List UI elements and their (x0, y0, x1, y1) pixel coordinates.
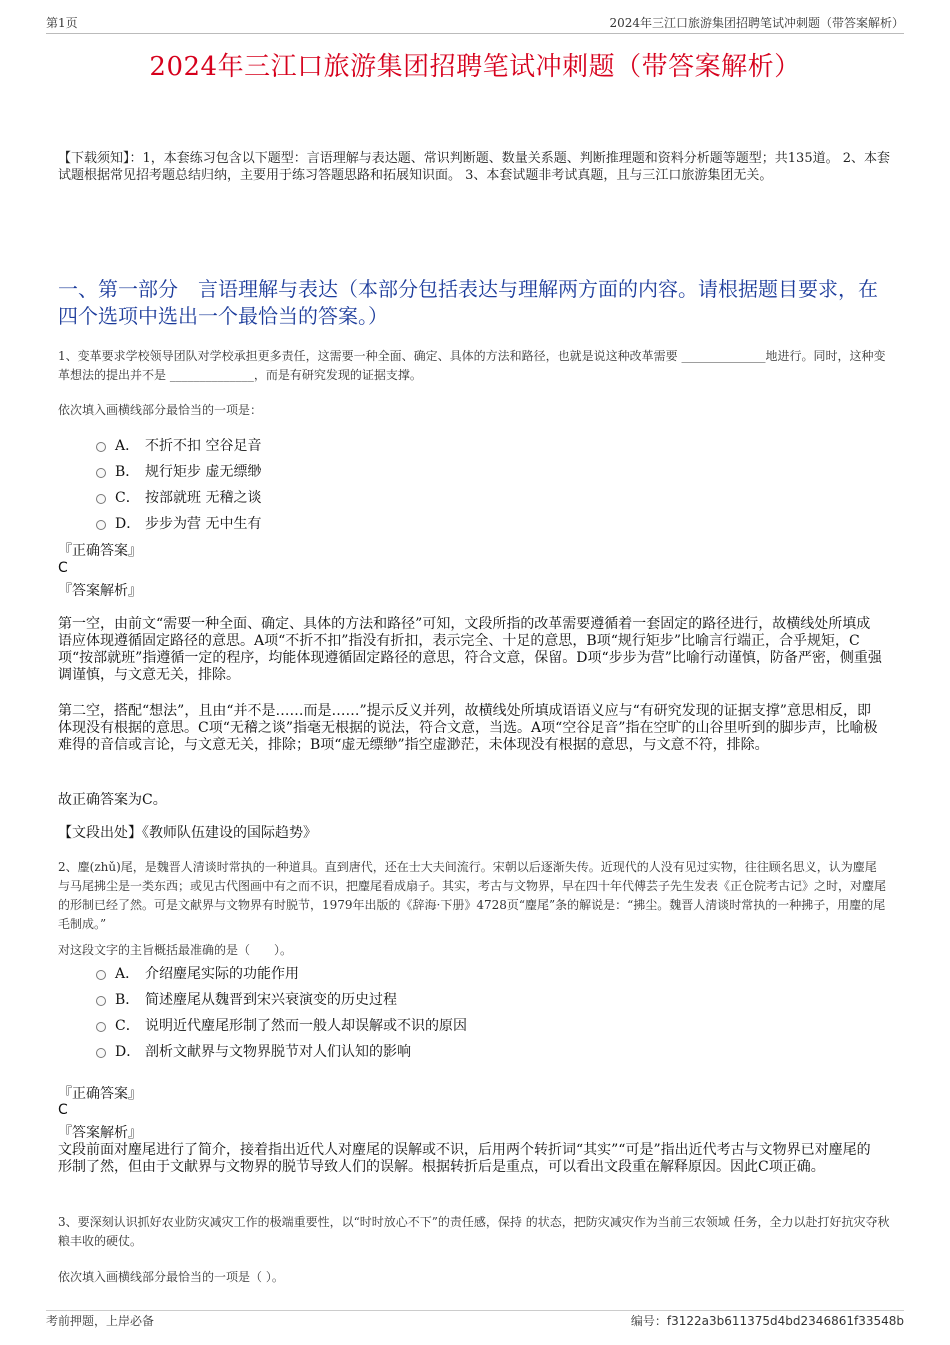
option-letter: A． (115, 438, 140, 454)
radio-icon[interactable] (96, 520, 106, 530)
q2-analysis-paragraph: 文段前面对麈尾进行了简介，接着指出近代人对麈尾的误解或不识，后用两个转折词“其实”“可是”指出近代考古与文物界已对麈尾的形制了然，但由于文献界与文物界的脱节导致人们的误解。根据转折后是重点，可以看出文段重在解释原因。因此C项正确。 (58, 1142, 871, 1175)
q2-option-a[interactable] (96, 960, 576, 986)
option-text: 按部就班 无稽之谈 (145, 490, 262, 506)
q1-answer: C (58, 560, 68, 576)
q1-option-d[interactable] (96, 510, 496, 536)
option-letter: B． (115, 464, 140, 480)
q2-answer-label: 『正确答案』 (58, 1086, 142, 1102)
q3-prompt: 依次填入画横线部分最恰当的一项是（ ）。 (58, 1270, 284, 1284)
q2-option-b[interactable] (96, 986, 576, 1012)
radio-icon[interactable] (96, 970, 106, 980)
q1-option-a[interactable] (96, 432, 496, 458)
radio-icon[interactable] (96, 442, 106, 452)
q2-stem: 2、麈(zhǔ)尾，是魏晋人清谈时常执的一种道具。直到唐代，还在士大夫间流行。宋朝以后逐渐失传。近现代的人没有见过实物，往往顾名思义，认为麈尾与马尾拂尘是一类东西；或见古代图画中有之而不识，把麈尾看成扇子。其实，考古与文物界，早在四十年代傅芸子先生发表《正仓院考古记》之时，对麈尾的形制已经了然。可是文献界与文物界有时脱节，1979年出版的《辞海·下册》4728页“麈尾”条的解说是：“拂尘。魏晋人清谈时常执的一种拂子，用麈的尾毛制成。” (58, 860, 887, 931)
q1-answer-label: 『正确答案』 (58, 543, 142, 559)
section-heading: 一、第一部分 言语理解与表达（本部分包括表达与理解两方面的内容。请根据题目要求，在四个选项中选出一个最恰当的答案。） (58, 277, 878, 328)
radio-icon[interactable] (96, 1048, 106, 1058)
radio-icon[interactable] (96, 1022, 106, 1032)
option-text: 剖析文献界与文物界脱节对人们认知的影响 (145, 1044, 411, 1060)
option-letter: C． (115, 490, 140, 506)
footer-code (631, 1312, 904, 1329)
q2-option-c[interactable] (96, 1012, 576, 1038)
q1-source: 【文段出处】《教师队伍建设的国际趋势》 (58, 825, 317, 841)
option-text: 说明近代麈尾形制了然而一般人却误解或不识的原因 (145, 1018, 467, 1034)
option-text: 步步为营 无中生有 (145, 516, 262, 532)
q2-option-d[interactable] (96, 1038, 576, 1064)
q1-prompt: 依次填入画横线部分最恰当的一项是： (58, 403, 263, 417)
footer-code-label: 编号： (630, 1314, 667, 1328)
radio-icon[interactable] (96, 468, 106, 478)
page-title: 2024年三江口旅游集团招聘笔试冲刺题（带答案解析） (149, 52, 801, 82)
option-letter: B． (115, 992, 140, 1008)
option-text: 不折不扣 空谷足音 (145, 438, 262, 454)
q2-answer: C (58, 1102, 68, 1118)
download-notice: 【下载须知】：1，本套练习包含以下题型：言语理解与表达题、常识判断题、数量关系题、判断推理题和资料分析题等题型；共135道。 2、本套试题根据常见招考题总结归纳，主要用于练习答题思路和拓展知识面。 3、本套试题非考试真题，且与三江口旅游集团无关。 (58, 151, 890, 183)
option-letter: D． (115, 1044, 141, 1060)
q3-stem: 3、要深刻认识抓好农业防灾减灾工作的极端重要性，以“时时放心不下”的责任感，保持 的状态，把防灾减灾作为当前三农领域 任务，全力以赴打好抗灾夺秋粮丰收的硬仗。 (58, 1215, 890, 1248)
radio-icon[interactable] (96, 996, 106, 1006)
footer-code-value: f3122a3b611375d4bd2346861f33548b (666, 1314, 904, 1328)
q1-analysis-paragraph: 第二空，搭配“想法”，且由“并不是……而是……”提示反义并列，故横线处所填成语语义应与“有研究发现的证据支撑”意思相反，即体现没有根据的意思。C项“无稽之谈”指毫无根据的说法，符合文意，当选。A项“空谷足音”指在空旷的山谷里听到的脚步声，比喻极难得的音信或言论，与文意无关，排除；B项“虚无缥缈”指空虚渺茫，未体现没有根据的意思，与文意不符，排除。 (58, 703, 878, 753)
page-number: 第1页 (46, 16, 78, 30)
q1-analysis-conclusion: 故正确答案为C。 (58, 792, 167, 808)
q1-options (96, 432, 496, 536)
option-text: 规行矩步 虚无缥缈 (145, 464, 262, 480)
q2-analysis-label: 『答案解析』 (58, 1125, 142, 1141)
header-doc-title: 2024年三江口旅游集团招聘笔试冲刺题（带答案解析） (609, 16, 904, 30)
header-divider (46, 33, 904, 34)
option-letter: D． (115, 516, 141, 532)
option-letter: C． (115, 1018, 140, 1034)
page-header (46, 14, 904, 34)
q1-option-c[interactable] (96, 484, 496, 510)
q1-stem: 1、变革要求学校领导团队对学校承担更多责任，这需要一种全面、确定、具体的方法和路径，也就是说这种改革需要 ______________地进行。同时，这种变革想法的提出并不是 ______________，而是有研究发现的证据支撑。 (58, 349, 886, 382)
q1-option-b[interactable] (96, 458, 496, 484)
q1-analysis-paragraph: 第一空，由前文“需要一种全面、确定、具体的方法和路径”可知，文段所指的改革需要遵循着一套固定的路径进行，故横线处所填成语应体现遵循固定路径的意思。A项“不折不扣”指没有折扣，表示完全、十足的意思，B项“规行矩步”比喻言行端正，合乎规矩，C项“按部就班”指遵循一定的程序，均能体现遵循固定路径的意思，符合文意，保留。D项“步步为营”比喻行动谨慎，防备严密，侧重强调谨慎，与文意无关，排除。 (58, 616, 882, 683)
radio-icon[interactable] (96, 494, 106, 504)
q2-prompt: 对这段文字的主旨概括最准确的是（ ）。 (58, 943, 293, 957)
footer-slogan: 考前押题，上岸必备 (46, 1314, 155, 1328)
option-letter: A． (115, 966, 140, 982)
q2-options (96, 960, 576, 1064)
option-text: 简述麈尾从魏晋到宋兴衰演变的历史过程 (145, 992, 397, 1008)
q1-analysis-label: 『答案解析』 (58, 583, 142, 599)
footer-divider (46, 1310, 904, 1311)
option-text: 介绍麈尾实际的功能作用 (145, 966, 299, 982)
